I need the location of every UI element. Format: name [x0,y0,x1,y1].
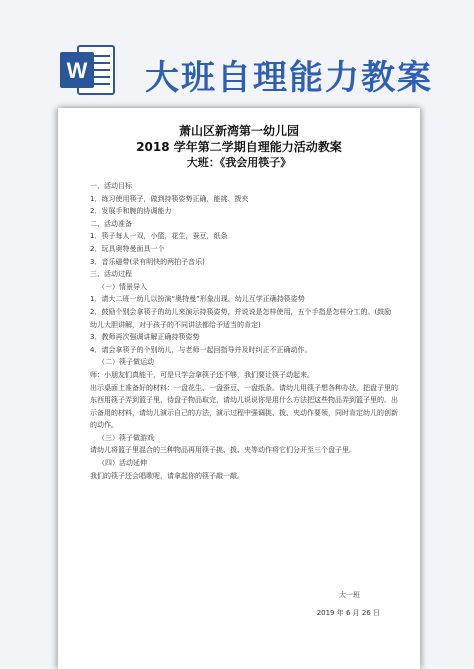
section-heading: 三、活动过程 [90,270,132,279]
lesson-title: 大班：《我会用筷子》 [186,156,292,169]
kindergarten-name: 萧山区新湾第一幼儿园 [178,124,299,138]
list-item: 1．请大二班一幼儿以扮演“奥特曼”形象出现，幼儿互学正确持筷姿势 [90,295,305,304]
paragraph: 我们的筷子还会唱歌呢，请拿起你的筷子敲一敲。 [90,471,244,480]
list-item: 3．教师再次强调讲解正确持筷姿势 [90,333,200,342]
word-logo-letter: W [66,58,88,83]
lesson-body [90,180,398,482]
signature-date: 2019 年 6 月 26 日 [316,609,380,617]
section-heading: 一、活动目标 [90,182,132,190]
page-title: 大班自理能力教案 [145,58,433,98]
semester-title: 2018 学年第二学期自理能力活动教案 [136,140,342,154]
sub-heading: （二）筷子做运动 [98,358,154,367]
paragraph: 出示桌面上准备好的材料：一盘花生、一盘蚕豆、一盘纸条。请幼儿用筷子想各种办法，把盘子里的东西用筷子弄到篮子里，待盘子物品取完，请幼儿说说你是用什么方法把这些物品弄到篮子里的。出示备用的材料，请幼儿演示自己的方法，演示过程中强调挑、拨、夹动作要领，同时肯定幼儿的创新的动作。 [90,383,398,430]
document-page [58,108,420,669]
sub-heading: （三）筷子做游戏 [98,433,154,442]
sub-heading: （一）情景导入 [98,282,147,291]
list-item: 3．音乐磁带(录有明快的两拍子音乐) [90,257,205,266]
list-item: 1．筷子每人一双，小篮，花生，蚕豆，纸条 [90,232,228,241]
list-item: 2．发展手和腕的协调能力 [90,207,172,216]
signature-class: 大一班 [339,591,360,599]
paragraph: 师：小朋友们真能干，可是只学会拿筷子还不够，我们要让筷子动起来。 [90,370,314,379]
section-heading: 二、活动准备 [90,219,132,228]
list-item: 2．鼓励个别会拿筷子的幼儿来演示持筷姿势，并说说是怎样使用，五个手指是怎样分工的。(鼓励幼儿大胆讲解，对于孩子的不同讲法都给予适当的肯定) [90,307,392,329]
sub-heading: （四）活动延伸 [98,459,147,468]
list-item: 2．玩具奥特曼面具一个 [90,244,165,253]
list-item: 4．请会拿筷子的个别幼儿，与老师一起回指导并及时纠正不正确动作。 [90,345,312,354]
paragraph: 请幼儿将篮子里混合的三种物品再用筷子挑、拨、夹等动作将它们分开至三个盘子里。 [90,446,356,455]
word-document-icon [58,42,118,98]
page-header [0,0,474,108]
list-item: 1．练习使用筷子，做到持筷姿势正确，能挑、拨夹 [90,194,249,203]
